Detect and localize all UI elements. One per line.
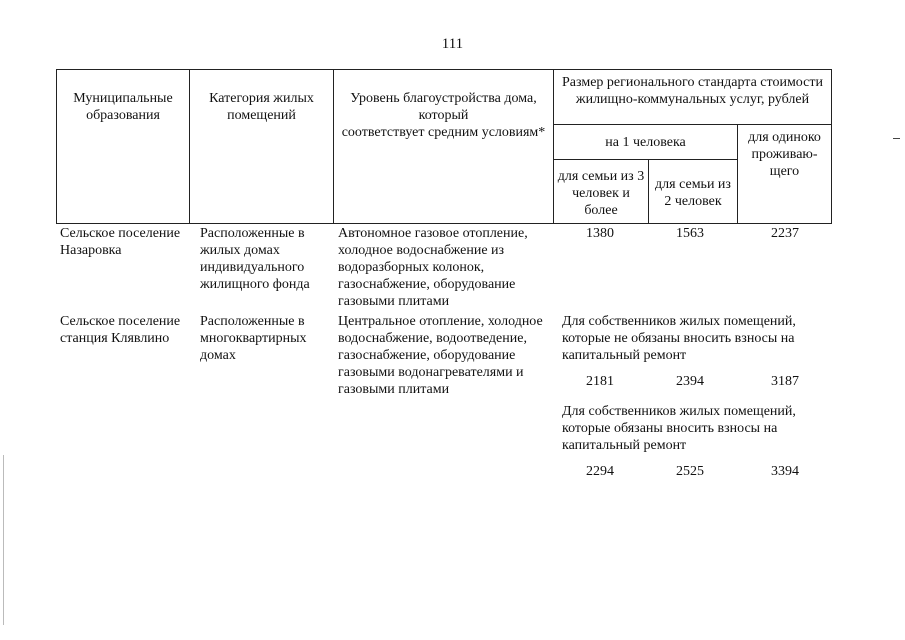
table-header xyxy=(56,69,831,223)
header-family2: для семьи из 2 человек xyxy=(649,160,738,224)
header-level: Уровень благоустройства дома, который соответствует средним условиям* xyxy=(334,70,554,224)
header-family3: для семьи из 3 человек и более xyxy=(554,160,649,224)
row2-municipality: Сельское поселение станция Клявлино xyxy=(60,314,181,346)
row1-value-single: 2237 xyxy=(771,226,799,241)
row2-group2-value-single: 3394 xyxy=(771,464,799,479)
row2-group1-value-family3: 2181 xyxy=(586,374,614,389)
row2-group1-value-family2: 2394 xyxy=(676,374,704,389)
row2-group2-value-family2: 2525 xyxy=(676,464,704,479)
row1-category: Расположенные в жилых домах индивидуального жилищного фонда xyxy=(200,226,310,292)
row2-group2-note: Для собственников жилых помещений, которые обязаны вносить взносы на капитальный ремонт xyxy=(562,404,796,453)
header-municipality: Муниципальные образования xyxy=(57,70,190,224)
header-category: Категория жилых помещений xyxy=(190,70,334,224)
margin-mark xyxy=(893,138,900,139)
header-single: для одиноко проживаю-щего xyxy=(738,125,832,224)
header-per-person: на 1 человека xyxy=(554,125,738,160)
row1-municipality: Сельское поселение Назаровка xyxy=(60,226,181,258)
scan-edge-line xyxy=(3,455,4,625)
row1-value-family2: 1563 xyxy=(676,226,704,241)
row2-group2-value-family3: 2294 xyxy=(586,464,614,479)
row1-value-family3: 1380 xyxy=(586,226,614,241)
page-number: 111 xyxy=(441,36,464,52)
row2-category: Расположенные в многоквартирных домах xyxy=(200,314,307,363)
row2-level: Центральное отопление, холодное водоснабжение, водоотведение, газоснабжение, оборудование газовыми водонагревателями и газовыми плитами xyxy=(338,314,543,397)
row2-group1-note: Для собственников жилых помещений, которые не обязаны вносить взносы на капитальный ремонт xyxy=(562,314,796,363)
row2-group1-value-single: 3187 xyxy=(771,374,799,389)
row1-level: Автономное газовое отопление, холодное водоснабжение из водоразборных колонок, газоснабжение, оборудование газовыми плитами xyxy=(338,226,528,309)
header-standard: Размер регионального стандарта стоимости жилищно-коммунальных услуг, рублей xyxy=(554,70,832,125)
